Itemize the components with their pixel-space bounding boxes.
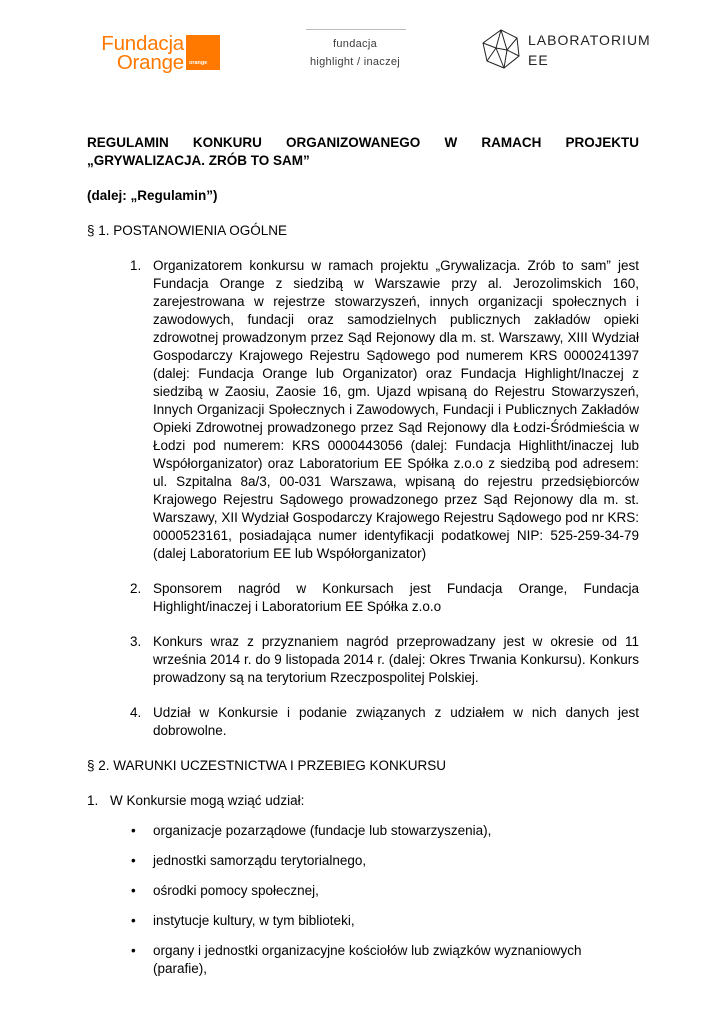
fundacja-orange-line1: Fundacja: [101, 32, 184, 55]
bullet-icon: •: [131, 913, 136, 928]
bullet-text: organy i jednostki organizacyjne kościołów lub związków wyznaniowych (parafie),: [153, 943, 582, 976]
highlight-line2: highlight / inaczej: [309, 56, 401, 68]
section-2-heading: § 2. WARUNKI UCZESTNICTWA I PRZEBIEG KONKURSU: [87, 758, 447, 773]
eligible-entities-list: [87, 822, 639, 978]
bullet-icon: •: [131, 943, 136, 958]
item-number: 1.: [87, 793, 99, 808]
list-item: [87, 792, 639, 810]
bullet-icon: •: [131, 823, 136, 838]
laboratorium-line2: EE: [528, 52, 549, 68]
highlight-divider: [306, 29, 406, 30]
item-number: 3.: [130, 634, 142, 649]
document-title: [87, 134, 639, 170]
item-number: 1.: [130, 258, 142, 273]
orange-brand-square: [186, 35, 220, 70]
bullet-text: ośrodki pomocy społecznej,: [153, 883, 319, 898]
bullet-item: [87, 822, 639, 840]
bullet-text: jednostki samorządu terytorialnego,: [153, 853, 367, 868]
item-number: 4.: [130, 705, 142, 720]
highlight-inaczej-logo: [300, 29, 410, 71]
item-text: Organizatorem konkursu w ramach projektu „Grywalizacja. Zrób to sam” jest Fundacja Orange z siedzibą w Warszawie przy al. Jerozolimskich 160, zarejestrowana w rejestrze stowarzyszeń, innych organizacji społecznych i zawodowych, fundacji oraz samodzielnych publicznych zakładów opieki zdrowotnej prowadzonym przez Sąd Rejonowy dla m. st. Warszawy, XIII Wydział Gospodarczy Krajowego Rejestru Sądowego pod numerem KRS 0000241397 (dalej: Fundacja Orange lub Organizator) oraz Fundacja Highlight/Inaczej z siedzibą w Zaosiu, Zaosie 16, gm. Ujazd wpisaną do Rejestru Stowarzyszeń, Innych Organizacji Społecznych i Zawodowych, Fundacji i Publicznych Zakładów Opieki Zdrowotnej prowadzonego przez Sąd Rejonowy dla Łodzi-Śródmieścia w Łodzi pod numerem: KRS 0000443056 (dalej: Fundacja Highlitht/inaczej lub Współorganizator) oraz Laboratorium EE Spółka z.o.o z siedzibą pod adresem: ul. Szpitalna 8a/3, 00-031 Warszawa, wpisaną do rejestru przedsiębiorców Krajowego Rejestru Sądowego prowadzonego przez Sąd Rejonowy dla m. st. Warszawy, XII Wydział Gospodarczy Krajowego Rejestru Sądowego pod nr KRS: 0000523161, posiadająca numer identyfikacji podatkowej NIP: 525-259-34-79 (dalej Laboratorium EE lub Współorganizator): [153, 258, 639, 561]
list-item: [87, 580, 639, 616]
section-2-list: [87, 792, 639, 810]
orange-brand-label: orange: [189, 60, 208, 66]
item-text: W Konkursie mogą wziąć udział:: [110, 793, 305, 808]
list-item: [87, 633, 639, 687]
polyhedron-icon: [480, 28, 522, 70]
item-text: Sponsorem nagród w Konkursach jest Fundacja Orange, Fundacja Highlight/inaczej i Laboratorium EE Spółka z.o.o: [153, 581, 639, 614]
title-line-2: „GRYWALIZACJA. ZRÓB TO SAM”: [87, 153, 310, 168]
bullet-item: [87, 912, 639, 930]
list-item: [87, 257, 639, 563]
list-item: [87, 704, 639, 740]
item-number: 2.: [130, 581, 142, 596]
highlight-line1: fundacja: [333, 38, 377, 50]
item-text: Udział w Konkursie i podanie związanych z udziałem w nich danych jest dobrowolne.: [153, 705, 639, 738]
bullet-icon: •: [131, 883, 136, 898]
bullet-text: organizacje pozarządowe (fundacje lub stowarzyszenia),: [153, 823, 492, 838]
page-header: [0, 0, 725, 100]
document-subtitle: (dalej: „Regulamin”): [87, 188, 218, 203]
laboratorium-line1: LABORATORIUM: [528, 32, 651, 48]
section-1-list: [87, 257, 639, 740]
bullet-item: [87, 852, 639, 870]
bullet-text: instytucje kultury, w tym biblioteki,: [153, 913, 355, 928]
bullet-item: [87, 882, 639, 900]
item-text: Konkurs wraz z przyznaniem nagród przeprowadzany jest w okresie od 11 września 2014 r. do 9 listopada 2014 r. (dalej: Okres Trwania Konkursu). Konkurs prowadzony są na terytorium Rzeczpospolitej Polskiej.: [153, 634, 639, 685]
fundacja-orange-line2: Orange: [116, 51, 184, 74]
bullet-item: [87, 942, 639, 978]
bullet-icon: •: [131, 853, 136, 868]
document-body: [87, 134, 639, 978]
title-line-1: REGULAMIN KONKURU ORGANIZOWANEGO W RAMACH PROJEKTU: [87, 135, 639, 150]
section-1-heading: § 1. POSTANOWIENIA OGÓLNE: [87, 223, 288, 238]
